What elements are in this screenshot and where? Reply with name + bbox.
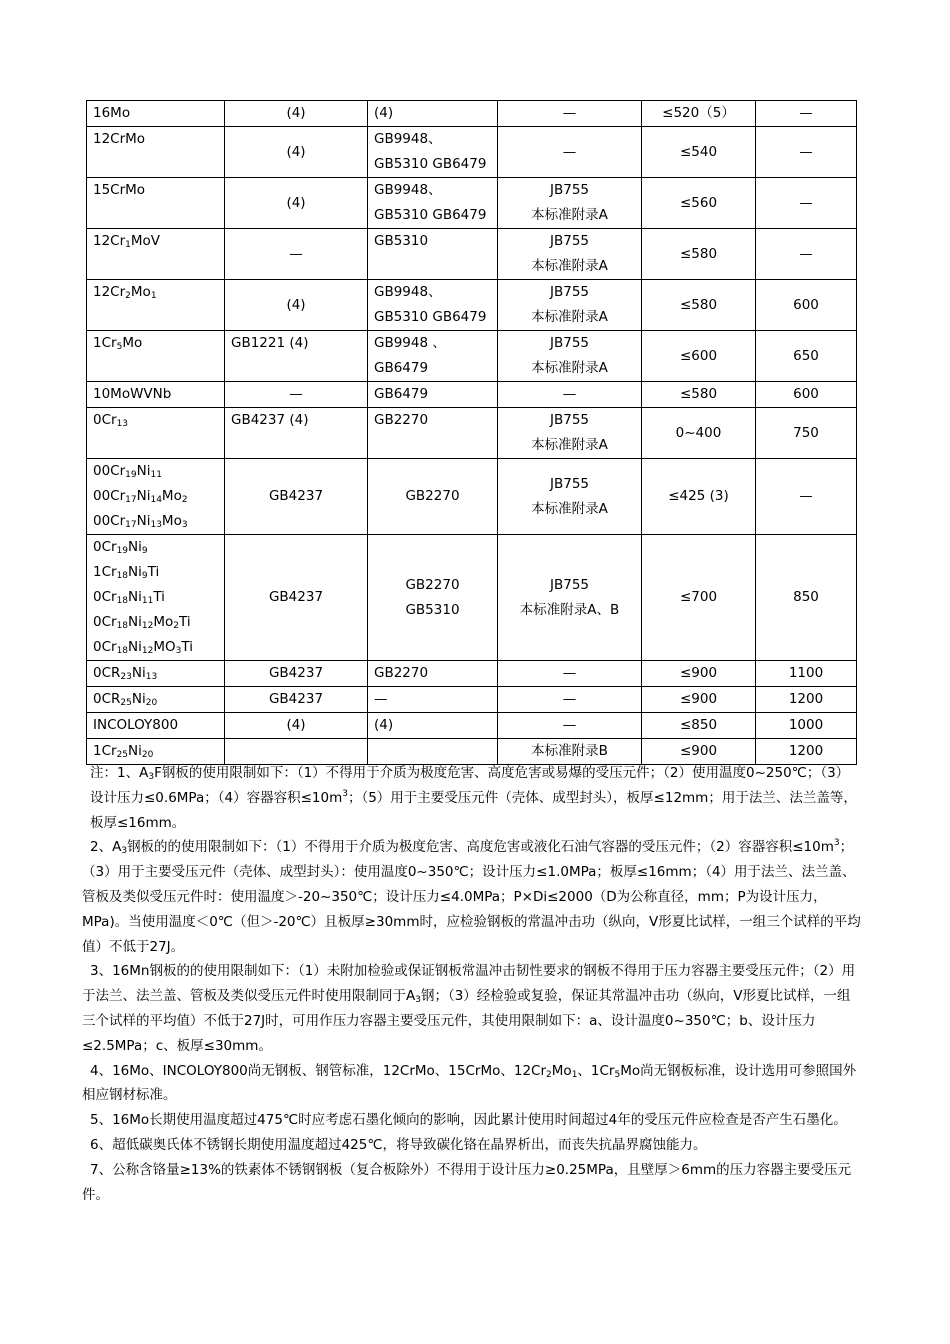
forging-standard-cell: — — [498, 127, 642, 178]
note-paragraph: 7、公称含铬量≥13%的铁素体不锈钢钢板（复合板除外）不得用于设计压力≥0.25MPa，且壁厚＞6mm的压力容器主要受压元件。 — [82, 1161, 852, 1203]
pipe-standard-cell: — — [368, 687, 498, 713]
grade-cell: $1Cr_{25}Ni_{20}$ — [87, 739, 225, 765]
limit-cell: 850 — [756, 535, 857, 661]
table-row — [87, 459, 857, 535]
grade-cell: INCOLOY800 — [87, 713, 225, 739]
table-row — [87, 713, 857, 739]
limit-cell: — — [756, 459, 857, 535]
limit-cell: 1200 — [756, 739, 857, 765]
pipe-standard-cell: GB9948、GB5310 GB6479 — [368, 178, 498, 229]
material-table — [86, 100, 857, 765]
grade-cell: $0CR_{23}Ni_{13}$ — [87, 661, 225, 687]
pipe-standard-cell: GB2270 — [368, 408, 498, 459]
note-paragraph: 注：1、$A_3F$钢板的使用限制如下：（1）不得用于介质为极度危害、高度危害或易爆的受压元件；（2）使用温度0~250℃；（3）设计压力≤0.6MPa；（4）容器容积$\le 10m^3$；（5）用于主要受压元件（壳体、成型封头），板厚≤12mm；用于法兰、法兰盖等，板厚≤16mm。 — [90, 765, 857, 831]
note-paragraph: 3、16Mn钢板的的使用限制如下：（1）未附加检验或保证钢板常温冲击韧性要求的钢板不得用于压力容器主要受压元件；（2）用于法兰、法兰盖、管板及类似受压元件时使用限制同于$A_3$钢；（3）经检验或复验，保证其常温冲击功（纵向，V形夏比试样，一组三个试样的平均值）不低于27J时，可用作压力容器主要受压元件，其使用限制如下：a、设计温度0~350℃；b、设计压力≤2.5MPa；c、板厚≤30mm。 — [82, 963, 856, 1054]
grade-cell: $0Cr_{13}$ — [87, 408, 225, 459]
limit-cell: 1100 — [756, 661, 857, 687]
pipe-standard-cell: GB2270 GB5310 — [368, 535, 498, 661]
table-row — [87, 101, 857, 127]
limit-cell: — — [756, 229, 857, 280]
notes-section — [82, 761, 862, 1207]
plate-standard-cell: GB4237 (4) — [225, 408, 368, 459]
note-paragraph: 4、16Mo、INCOLOY800尚无钢板、钢管标准，12CrMo、15CrMo、$12Cr_2Mo_1$、$1Cr_5Mo$尚无钢板标准，设计选用可参照国外相应钢材标准。 — [82, 1062, 857, 1104]
grade-cell: $12Cr_1MoV$ — [87, 229, 225, 280]
plate-standard-cell: (4) — [225, 280, 368, 331]
plate-standard-cell: (4) — [225, 713, 368, 739]
limit-cell: 1000 — [756, 713, 857, 739]
temperature-cell: ≤540 — [642, 127, 756, 178]
forging-standard-cell: JB755 本标准附录A — [498, 459, 642, 535]
note-paragraph: 2、$A_3$钢板的的使用限制如下：（1）不得用于介质为极度危害、高度危害或液化石油气容器的受压元件；（2）容器容积$\le 10m^3$；（3）用于主要受压元件（壳体、成型封头）：使用温度0~350℃；设计压力≤1.0MPa；板厚≤16mm；（4）用于法兰、法兰盖、管板及类似受压元件时：使用温度＞-20~350℃；设计压力≤4.0MPa；P×Di≤2000（D为公称直径，mm；P为设计压力，MPa)。当使用温度＜0℃（但＞-20℃）且板厚≥30mm时，应检验钢板的常温冲击功（纵向，V形夏比试样，一组三个试样的平均值）不低于27J。 — [82, 838, 861, 955]
pipe-standard-cell: GB9948、GB5310 GB6479 — [368, 280, 498, 331]
table-row — [87, 687, 857, 713]
plate-standard-cell: GB4237 — [225, 661, 368, 687]
limit-cell: 600 — [756, 280, 857, 331]
temperature-cell: ≤900 — [642, 739, 756, 765]
forging-standard-cell: — — [498, 382, 642, 408]
plate-standard-cell: GB1221 (4) — [225, 331, 368, 382]
plate-standard-cell: GB4237 — [225, 459, 368, 535]
table-row — [87, 331, 857, 382]
forging-standard-cell: JB755 本标准附录A — [498, 280, 642, 331]
grade-cell: 16Mo — [87, 101, 225, 127]
table-row — [87, 408, 857, 459]
pipe-standard-cell: GB9948、GB5310 GB6479 — [368, 127, 498, 178]
note-paragraph: 6、超低碳奥氏体不锈钢长期使用温度超过425℃，将导致碳化铬在晶界析出，而丧失抗晶界腐蚀能力。 — [90, 1136, 707, 1153]
grade-cell: $0CR_{25}Ni_{20}$ — [87, 687, 225, 713]
note-paragraph: 5、16Mo长期使用温度超过475℃时应考虑石墨化倾向的影响，因此累计使用时间超过4年的受压元件应检查是否产生石墨化。 — [90, 1112, 847, 1129]
forging-standard-cell: JB755 本标准附录A — [498, 229, 642, 280]
pipe-standard-cell: GB9948 、GB6479 — [368, 331, 498, 382]
temperature-cell: ≤850 — [642, 713, 756, 739]
forging-standard-cell: — — [498, 687, 642, 713]
plate-standard-cell: — — [225, 229, 368, 280]
temperature-cell: ≤580 — [642, 280, 756, 331]
grade-cell: $1Cr_5Mo$ — [87, 331, 225, 382]
temperature-cell: ≤560 — [642, 178, 756, 229]
plate-standard-cell: (4) — [225, 127, 368, 178]
temperature-cell: ≤580 — [642, 229, 756, 280]
forging-standard-cell: — — [498, 101, 642, 127]
table-row — [87, 229, 857, 280]
temperature-cell: ≤425 (3) — [642, 459, 756, 535]
limit-cell: 750 — [756, 408, 857, 459]
grade-cell: 10MoWVNb — [87, 382, 225, 408]
plate-standard-cell: (4) — [225, 101, 368, 127]
temperature-cell: ≤520（5） — [642, 101, 756, 127]
grade-cell: 12CrMo — [87, 127, 225, 178]
pipe-standard-cell: GB2270 — [368, 459, 498, 535]
limit-cell: — — [756, 127, 857, 178]
pipe-standard-cell: GB6479 — [368, 382, 498, 408]
table-row — [87, 178, 857, 229]
plate-standard-cell: GB4237 — [225, 687, 368, 713]
temperature-cell: ≤700 — [642, 535, 756, 661]
plate-standard-cell: (4) — [225, 178, 368, 229]
forging-standard-cell: JB755 本标准附录A — [498, 331, 642, 382]
table-row — [87, 535, 857, 661]
limit-cell: — — [756, 101, 857, 127]
forging-standard-cell: — — [498, 713, 642, 739]
table-row — [87, 661, 857, 687]
limit-cell: 650 — [756, 331, 857, 382]
forging-standard-cell: 本标准附录B — [498, 739, 642, 765]
grade-cell: 15CrMo — [87, 178, 225, 229]
forging-standard-cell: JB755 本标准附录A — [498, 408, 642, 459]
pipe-standard-cell: (4) — [368, 713, 498, 739]
table-row — [87, 280, 857, 331]
temperature-cell: ≤900 — [642, 661, 756, 687]
forging-standard-cell: — — [498, 661, 642, 687]
forging-standard-cell: JB755 本标准附录A、B — [498, 535, 642, 661]
plate-standard-cell: — — [225, 382, 368, 408]
plate-standard-cell: GB4237 — [225, 535, 368, 661]
temperature-cell: 0~400 — [642, 408, 756, 459]
temperature-cell: ≤900 — [642, 687, 756, 713]
table-row — [87, 127, 857, 178]
material-table-body — [87, 101, 857, 765]
grade-cell: $12Cr_2Mo_1$ — [87, 280, 225, 331]
limit-cell: — — [756, 178, 857, 229]
pipe-standard-cell: (4) — [368, 101, 498, 127]
grade-cell: $0Cr_{19}Ni_9$ $1Cr_{18}Ni_9Ti$ $0Cr_{18}Ni_{11}Ti$ $0Cr_{18}Ni_{12}Mo_2Ti$ $0Cr_{18}Ni_{12}MO_3Ti$ — [87, 535, 225, 661]
limit-cell: 1200 — [756, 687, 857, 713]
limit-cell: 600 — [756, 382, 857, 408]
pipe-standard-cell: GB5310 — [368, 229, 498, 280]
pipe-standard-cell: GB2270 — [368, 661, 498, 687]
table-row — [87, 382, 857, 408]
forging-standard-cell: JB755 本标准附录A — [498, 178, 642, 229]
temperature-cell: ≤600 — [642, 331, 756, 382]
temperature-cell: ≤580 — [642, 382, 756, 408]
grade-cell: $00Cr_{19}Ni_{11}$ $00Cr_{17}Ni_{14}Mo_2$ $00Cr_{17}Ni_{13}Mo_3$ — [87, 459, 225, 535]
